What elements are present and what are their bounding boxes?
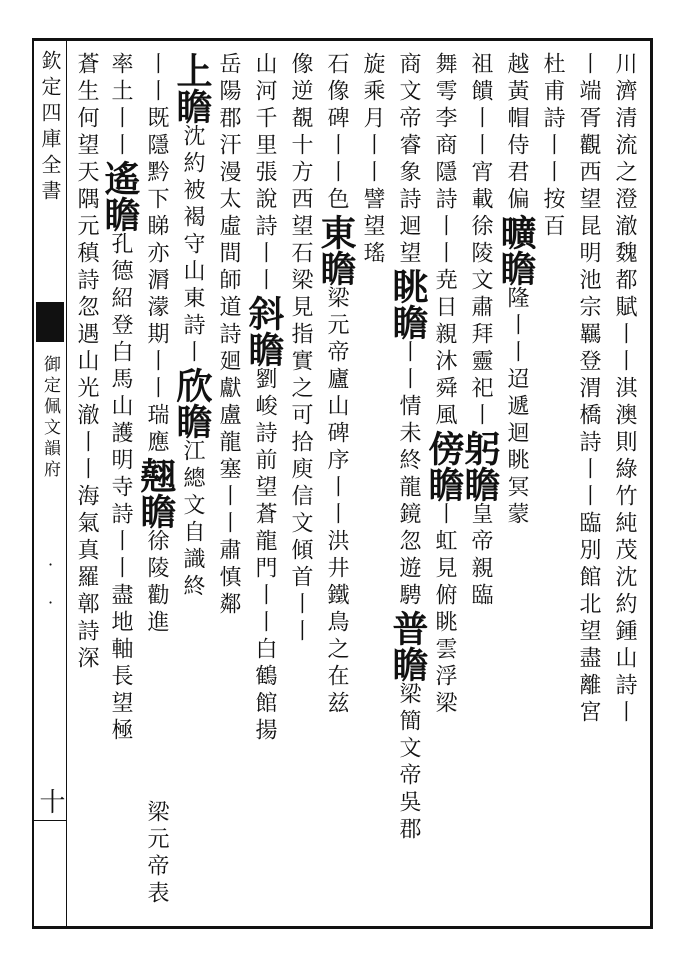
column-text: 舞雩李商隱詩丨丨尭日親沐舜風	[432, 52, 457, 430]
column-text: 沈約被褐守山東詩丨	[180, 124, 205, 367]
column-text: 杜甫詩丨丨按百	[540, 52, 565, 241]
text-column-11	[243, 52, 285, 918]
margin-marks: · ·	[41, 555, 60, 612]
column-text: 西望石梁見指實之可拾庾信文傾首丨丨	[288, 187, 313, 646]
headword-dong-zhan: 東瞻	[315, 214, 357, 286]
margin-divider-rule	[66, 38, 67, 929]
text-column-13	[171, 52, 213, 918]
text-column-2	[570, 52, 606, 918]
column-text: 劉峻詩前望蒼龍門丨丨白鶴館揚	[252, 367, 277, 745]
margin-book-title: 欽定四庫全書	[38, 50, 62, 206]
column-text: 蒼生何望	[74, 52, 99, 160]
frame-right-rule	[650, 38, 653, 929]
headword-xie-zhan: 斜瞻	[243, 295, 285, 367]
column-text: 越黃帽侍君偏	[504, 52, 529, 214]
text-column-10	[282, 52, 318, 918]
column-text: 山河千里張說詩丨丨	[252, 52, 277, 295]
column-text: 師道詩廻獻盧龍塞丨丨肅慎鄰	[216, 268, 241, 619]
column-text: 丨丨情未終龍鏡忽遊騁	[396, 340, 421, 610]
column-text: 梁元帝表	[144, 800, 169, 908]
headword-kuang-zhan: 曠瞻	[495, 214, 537, 286]
column-text: 丨端胥觀西望昆明池宗羈登渭橋詩丨丨臨別館北望盡離宮	[576, 52, 601, 727]
folio-rule	[34, 820, 66, 821]
column-text: 期丨丨瑞應	[144, 322, 169, 457]
column-text: 隆丨丨迢遞迴眺冥	[504, 286, 529, 502]
column-text: 石像碑丨丨色	[324, 52, 349, 214]
text-column-15	[99, 52, 141, 918]
column-text: 像逆覩十方	[288, 52, 313, 187]
frame-top-rule	[34, 38, 652, 41]
text-column-14	[135, 52, 177, 918]
text-column-3	[534, 52, 570, 918]
text-column-6	[423, 52, 465, 918]
headword-xin-zhan: 欣瞻	[171, 367, 213, 439]
column-text: 梁元帝廬山碑序丨丨洪井鐵鳥之在兹	[324, 286, 349, 718]
column-text: 祖饋丨丨宵載徐陵文肅拜靈祀丨	[468, 52, 493, 430]
frame-bottom-rule	[34, 926, 652, 929]
text-column-7	[387, 52, 429, 918]
column-text: 川濟清流之澄澈魏都賦丨丨淇澳則綠竹純茂沈約鍾山詩丨	[612, 52, 637, 727]
page-margin	[34, 50, 66, 920]
column-text: 孔德紹登白馬山護明寺詩丨丨盡地軸長望極	[108, 232, 133, 745]
column-text: 皇帝親臨	[468, 502, 493, 610]
headword-qiao-zhan: 翹瞻	[135, 457, 177, 529]
column-text: 商文帝睿象詩迴望	[396, 52, 421, 268]
column-text: 天隅元稹詩忽遇山光澈丨丨海氣真羅鄣詩深	[74, 160, 99, 673]
column-text: 旋乘月丨丨譬望瑤	[360, 52, 385, 268]
column-text: 丨虹見俯眺雲浮梁	[432, 502, 457, 718]
text-column-5	[459, 52, 501, 918]
column-text: 丨丨既隱黔下睇亦漘濛	[144, 52, 169, 322]
column-text: 江總文自識終	[180, 439, 205, 601]
text-column-16	[68, 52, 104, 918]
column-text: 蒙	[504, 502, 529, 529]
column-text: 岳陽郡汗漫太虛間	[216, 52, 241, 268]
text-column-1	[606, 52, 642, 918]
headword-tiao-zhan: 眺瞻	[387, 268, 429, 340]
headword-yao-zhan: 遙瞻	[99, 160, 141, 232]
column-text: 率土丨丨	[108, 52, 133, 160]
folio-number: 十	[35, 788, 65, 814]
headword-bang-zhan: 傍瞻	[423, 430, 465, 502]
text-column-14b	[138, 800, 174, 920]
margin-subtitle: 御定佩文韻府	[40, 355, 60, 481]
fishtail-block-mark	[36, 302, 64, 342]
headword-pu-zhan: 普瞻	[387, 610, 429, 682]
headword-shang-zhan: 上瞻	[171, 52, 213, 124]
headword-gong-zhan: 躬瞻	[459, 430, 501, 502]
text-column-12	[210, 52, 246, 918]
column-text: 徐陵勸進	[144, 529, 169, 637]
column-text: 梁簡文帝吳郡	[396, 682, 421, 844]
text-column-4	[495, 52, 537, 918]
text-column-9	[315, 52, 357, 918]
text-column-8	[354, 52, 390, 918]
